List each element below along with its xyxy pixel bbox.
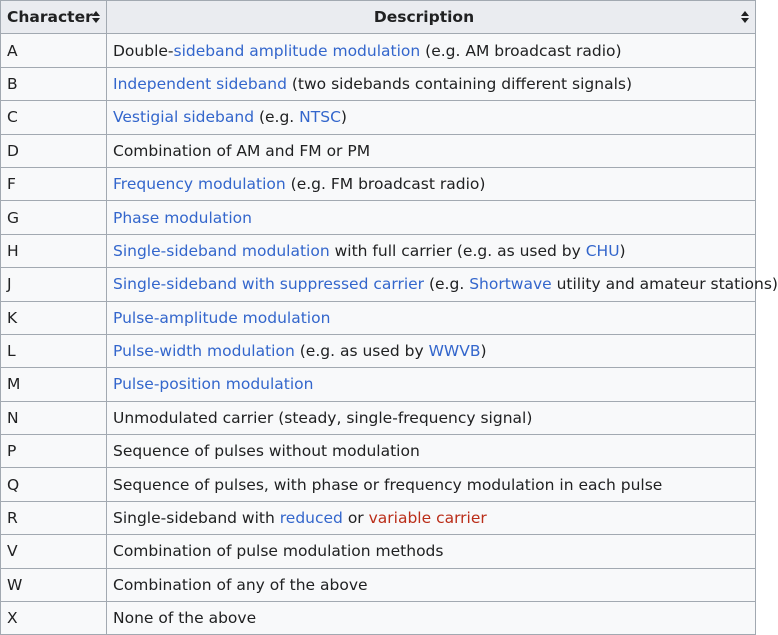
description-cell (107, 568, 756, 601)
description-cell (107, 501, 756, 534)
description-text: (e.g. as used by (294, 342, 429, 361)
description-cell (107, 34, 756, 67)
description-cell (107, 535, 756, 568)
description-text: (e.g. AM broadcast radio) (420, 41, 622, 60)
article-link[interactable]: Pulse-position modulation (113, 375, 314, 394)
description-text: ) (480, 342, 487, 361)
description-cell (107, 167, 756, 200)
description-cell (107, 201, 756, 234)
character-cell: X (1, 602, 107, 635)
table-row (1, 101, 756, 134)
character-cell: J (1, 268, 107, 301)
article-link[interactable]: reduced (279, 509, 343, 528)
table-row (1, 602, 756, 635)
table-row (1, 268, 756, 301)
table-body (1, 34, 778, 635)
column-header-character[interactable] (1, 1, 107, 34)
table-row (1, 468, 756, 501)
article-link[interactable]: Frequency modulation (113, 175, 286, 194)
description-text: Single-sideband with (113, 509, 280, 528)
table-row (1, 67, 756, 100)
character-cell: C (1, 101, 107, 134)
description-text: Combination of AM and FM or PM (113, 141, 371, 160)
description-cell (107, 602, 756, 635)
article-link[interactable]: WWVB (428, 342, 481, 361)
character-cell: L (1, 334, 107, 367)
column-header-label: Character (7, 8, 93, 27)
description-text: with full carrier (e.g. as used by (329, 241, 586, 260)
table-row (1, 501, 756, 534)
description-text: Sequence of pulses, with phase or frequency modulation in each pulse (113, 475, 663, 494)
description-cell (107, 468, 756, 501)
description-text: or (342, 509, 369, 528)
description-text: (e.g. (254, 108, 300, 127)
table-row (1, 201, 756, 234)
character-cell: M (1, 368, 107, 401)
table-row (1, 34, 756, 67)
description-cell (107, 435, 756, 468)
missing-article-link[interactable]: variable carrier (368, 509, 487, 528)
table-row (1, 234, 756, 267)
article-link[interactable]: Shortwave (469, 275, 552, 294)
description-text: (two sidebands containing different signals) (286, 74, 632, 93)
character-cell: H (1, 234, 107, 267)
table-row (1, 401, 756, 434)
description-text: (e.g. FM broadcast radio) (285, 175, 486, 194)
description-cell (107, 67, 756, 100)
article-link[interactable]: Pulse-width modulation (113, 342, 295, 361)
description-text: None of the above (113, 609, 257, 628)
description-cell (107, 234, 756, 267)
description-text: ) (340, 108, 347, 127)
article-link[interactable]: Pulse-amplitude modulation (113, 308, 331, 327)
description-cell (107, 368, 756, 401)
description-text: utility and amateur stations) (551, 275, 778, 294)
description-text: Sequence of pulses without modulation (113, 442, 420, 461)
description-text: Combination of any of the above (113, 575, 368, 594)
article-link[interactable]: Single-sideband with suppressed carrier (113, 275, 425, 294)
character-cell: W (1, 568, 107, 601)
description-cell (107, 268, 778, 301)
sort-updown-icon[interactable] (741, 11, 749, 23)
description-text: Unmodulated carrier (steady, single-frequency signal) (113, 408, 533, 427)
article-link[interactable]: Independent sideband (113, 74, 287, 93)
article-link[interactable]: Single-sideband modulation (113, 241, 330, 260)
table-row (1, 167, 756, 200)
description-text: Combination of pulse modulation methods (113, 542, 444, 561)
table-row (1, 435, 756, 468)
description-text: (e.g. (424, 275, 470, 294)
character-cell: Q (1, 468, 107, 501)
table-row (1, 535, 756, 568)
character-cell: D (1, 134, 107, 167)
article-link[interactable]: sideband amplitude modulation (173, 41, 421, 60)
table-row (1, 334, 756, 367)
table-row (1, 301, 756, 334)
article-link[interactable]: CHU (585, 241, 620, 260)
character-cell: V (1, 535, 107, 568)
description-cell (107, 101, 756, 134)
table-row (1, 134, 756, 167)
table-row (1, 368, 756, 401)
article-link[interactable]: NTSC (299, 108, 341, 127)
column-header-description[interactable] (107, 1, 756, 34)
character-cell: R (1, 501, 107, 534)
character-cell: K (1, 301, 107, 334)
character-cell: N (1, 401, 107, 434)
description-cell (107, 301, 756, 334)
character-cell: A (1, 34, 107, 67)
description-cell (107, 134, 756, 167)
article-link[interactable]: Vestigial sideband (113, 108, 255, 127)
character-cell: P (1, 435, 107, 468)
article-link[interactable]: Phase modulation (113, 208, 252, 227)
table-row (1, 568, 756, 601)
description-text: Double- (113, 41, 174, 60)
description-text: ) (619, 241, 626, 260)
description-cell (107, 401, 756, 434)
header-row (1, 1, 756, 34)
character-cell: F (1, 167, 107, 200)
sort-updown-icon[interactable] (92, 11, 100, 23)
column-header-label: Description (373, 8, 475, 27)
character-cell: B (1, 67, 107, 100)
description-cell (107, 334, 756, 367)
character-cell: G (1, 201, 107, 234)
